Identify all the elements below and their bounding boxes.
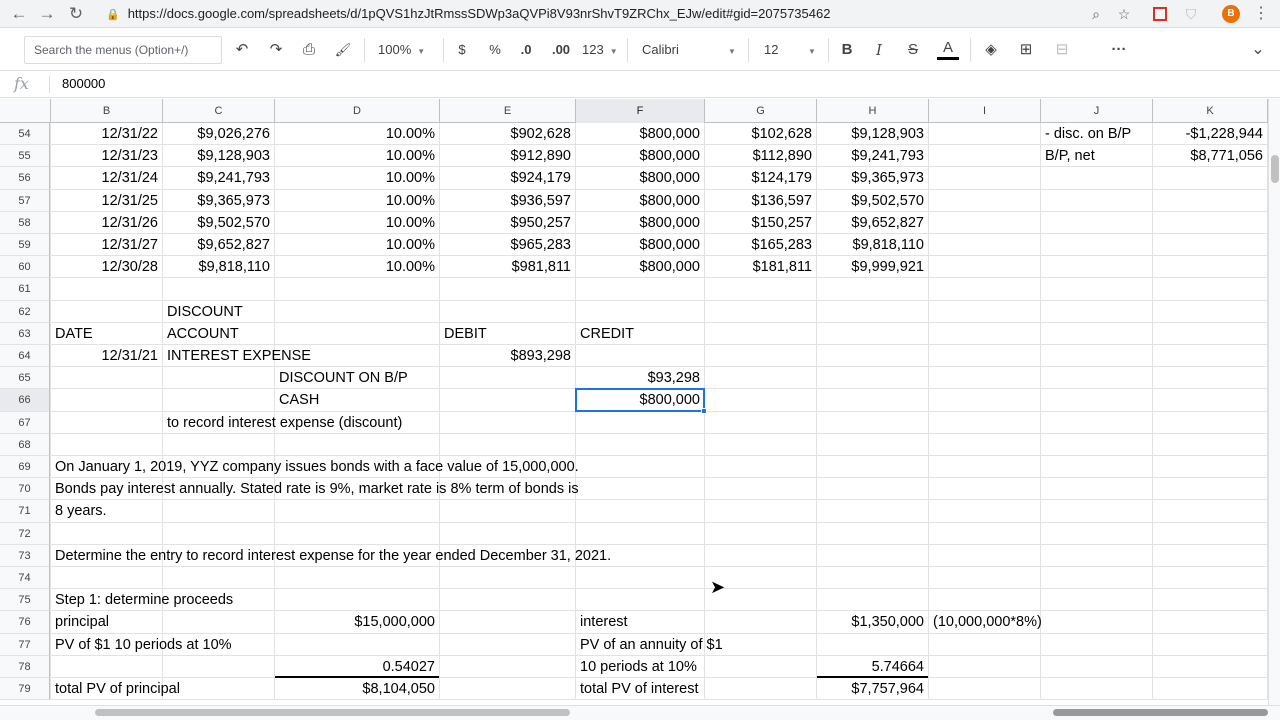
row-header-57[interactable]: 57 (0, 190, 50, 212)
row-header-68[interactable]: 68 (0, 434, 50, 456)
cell-G58[interactable]: $150,257 (751, 214, 812, 231)
row-header-71[interactable]: 71 (0, 500, 50, 522)
percent-format-button[interactable]: % (489, 42, 501, 57)
lock-icon: 🔒 (106, 9, 120, 21)
cell-C60[interactable]: $9,818,110 (198, 259, 270, 276)
bold-button[interactable]: B (841, 41, 853, 58)
paint-format-icon[interactable]: 🖌 (334, 42, 352, 57)
cell-J54[interactable]: - disc. on B/P (1045, 126, 1132, 142)
address-bar[interactable] (100, 2, 1150, 26)
cell-C57[interactable]: $9,365,973 (197, 192, 270, 209)
cell-B56[interactable]: 12/31/24 (101, 170, 158, 187)
url-text: https://docs.google.com/spreadsheets/d/1pQVS1hzJtRmssSDWp3aQVPi8V93nrShvT9ZRChx_EJw/edit#gid=2075735462 (127, 6, 831, 21)
row-header-59[interactable]: 59 (0, 234, 50, 256)
cell-F55[interactable]: $800,000 (639, 148, 700, 165)
cell-C56[interactable]: $9,241,793 (197, 170, 270, 187)
strikethrough-button[interactable]: S (907, 41, 918, 58)
column-header-I[interactable]: I (929, 99, 1041, 123)
italic-button[interactable]: I (876, 41, 882, 59)
print-icon[interactable]: ⎙ (302, 41, 315, 58)
cell-B63[interactable]: DATE (55, 325, 93, 342)
cell-F78[interactable]: 10 periods at 10% (580, 658, 697, 675)
cell-H57[interactable]: $9,502,570 (851, 192, 924, 209)
forward-icon[interactable]: → (38, 4, 56, 23)
cell-B58[interactable]: 12/31/26 (101, 214, 158, 231)
decrease-decimal-button[interactable]: .0 (520, 42, 532, 57)
cell-E55[interactable]: $912,890 (510, 148, 571, 165)
cell-J55[interactable]: B/P, net (1045, 148, 1095, 165)
column-headers (0, 99, 1268, 123)
cell-G57[interactable]: $136,597 (751, 192, 812, 209)
vertical-scrollbar[interactable] (1268, 99, 1280, 705)
column-header-F[interactable]: F (576, 99, 705, 123)
more-formats-label: 123 (582, 42, 604, 57)
row-header-65[interactable]: 65 (0, 367, 50, 389)
formula-input[interactable]: 800000 (62, 76, 106, 91)
fill-color-icon[interactable]: ◈ (985, 41, 997, 58)
cell-B70[interactable]: Bonds pay interest annually. Stated rate is 9%, market rate is 8% term of bonds is (55, 481, 579, 498)
currency-format-button[interactable]: $ (458, 42, 466, 57)
row-header-67[interactable]: 67 (0, 412, 50, 434)
sheets-toolbar (0, 29, 1280, 71)
profile-avatar[interactable]: B (1222, 5, 1240, 23)
cell-E54[interactable]: $902,628 (510, 126, 571, 142)
row-header-79[interactable]: 79 (0, 678, 50, 700)
formula-bar (0, 71, 1280, 98)
mouse-pointer-icon: ➤ (710, 577, 726, 597)
cell-B59[interactable]: 12/31/27 (101, 237, 158, 253)
spreadsheet-grid (0, 99, 1268, 705)
cell-H56[interactable]: $9,365,973 (851, 170, 924, 187)
vertical-scroll-thumb[interactable] (1271, 155, 1279, 183)
sheet-tabs-scroll-thumb[interactable] (1053, 709, 1268, 716)
collapse-toolbar-icon[interactable]: ⌄ (1251, 41, 1265, 58)
cell-B64[interactable]: 12/31/21 (101, 348, 158, 364)
row-header-74[interactable]: 74 (0, 567, 50, 589)
column-header-D[interactable]: D (275, 99, 440, 123)
cell-C59[interactable]: $9,652,827 (197, 237, 270, 253)
back-icon[interactable]: ← (10, 4, 28, 23)
zoom-icon[interactable]: ⌕ (1092, 6, 1100, 22)
cell-F56[interactable]: $800,000 (639, 170, 700, 187)
cell-F59[interactable]: $800,000 (639, 237, 700, 253)
undo-icon[interactable]: ↶ (235, 41, 249, 58)
column-header-B[interactable]: B (51, 99, 163, 123)
cell-D56[interactable]: 10.00% (385, 170, 435, 187)
cell-K54[interactable]: -$1,228,944 (1185, 126, 1263, 142)
cell-E56[interactable]: $924,179 (510, 170, 571, 187)
cell-C64[interactable]: INTEREST EXPENSE (167, 348, 311, 364)
menu-search-input[interactable]: Search the menus (Option+/) (24, 36, 222, 64)
cell-B57[interactable]: 12/31/25 (101, 192, 158, 209)
horizontal-scrollbar[interactable] (0, 705, 1280, 720)
cell-F60[interactable]: $800,000 (639, 259, 700, 276)
increase-decimal-button[interactable]: .00 (551, 42, 571, 57)
cell-G59[interactable]: $165,283 (751, 237, 812, 253)
cell-E60[interactable]: $981,811 (511, 259, 571, 276)
cell-C55[interactable]: $9,128,903 (197, 148, 270, 165)
cell-D57[interactable]: 10.00% (385, 192, 435, 209)
extension-shield-icon[interactable]: ⛉ (1185, 6, 1197, 22)
column-header-C[interactable]: C (163, 99, 275, 123)
cell-D66[interactable]: CASH (279, 392, 320, 409)
more-options-icon[interactable]: ··· (1111, 41, 1127, 58)
cell-F63[interactable]: CREDIT (580, 325, 634, 342)
cell-B60[interactable]: 12/30/28 (101, 259, 158, 276)
row-header-56[interactable]: 56 (0, 167, 50, 189)
column-header-H[interactable]: H (817, 99, 929, 123)
font-size-select[interactable]: 12 ▼ (764, 39, 820, 61)
cell-H55[interactable]: $9,241,793 (851, 148, 924, 165)
horizontal-scroll-thumb[interactable] (95, 709, 570, 716)
cell-G56[interactable]: $124,179 (751, 170, 812, 187)
browser-menu-icon[interactable]: ⋮ (1253, 5, 1269, 22)
row-header-73[interactable]: 73 (0, 545, 50, 567)
cell-B71[interactable]: 8 years. (55, 503, 107, 520)
row-header-78[interactable]: 78 (0, 656, 50, 678)
cell-C54[interactable]: $9,026,276 (197, 126, 270, 142)
cell-H59[interactable]: $9,818,110 (852, 237, 924, 253)
cell-H58[interactable]: $9,652,827 (851, 214, 924, 231)
text-color-button[interactable]: A (937, 39, 959, 60)
column-header-J[interactable]: J (1041, 99, 1153, 123)
row-header-69[interactable]: 69 (0, 456, 50, 478)
cell-D54[interactable]: 10.00% (385, 126, 435, 142)
selected-cell-outline (575, 388, 705, 411)
cell-G54[interactable]: $102,628 (751, 126, 812, 142)
cell-B54[interactable]: 12/31/22 (101, 126, 158, 142)
cell-F77[interactable]: PV of an annuity of $1 (580, 636, 723, 653)
cell-G60[interactable]: $181,811 (752, 259, 812, 276)
row-header-64[interactable]: 64 (0, 345, 50, 367)
cell-D78[interactable]: 0.54027 (275, 656, 439, 678)
cell-D59[interactable]: 10.00% (385, 237, 435, 253)
cell-D55[interactable]: 10.00% (385, 148, 435, 165)
cell-B69[interactable]: On January 1, 2019, YYZ company issues bonds with a face value of 15,000,000. (55, 459, 579, 475)
cell-H78[interactable]: 5.74664 (817, 656, 928, 678)
cell-F66[interactable]: $800,000 (639, 392, 700, 409)
cell-D65[interactable]: DISCOUNT ON B/P (279, 370, 408, 387)
row-header-62[interactable]: 62 (0, 301, 50, 323)
extension-square-icon[interactable] (1153, 7, 1167, 21)
cell-D60[interactable]: 10.00% (385, 259, 435, 276)
cell-B55[interactable]: 12/31/23 (101, 148, 158, 165)
row-header-75[interactable]: 75 (0, 589, 50, 611)
zoom-value: 100% (378, 42, 412, 57)
cell-E59[interactable]: $965,283 (510, 237, 571, 253)
row-header-55[interactable]: 55 (0, 145, 50, 167)
cell-H76[interactable]: $1,350,000 (851, 614, 924, 631)
cell-E63[interactable]: DEBIT (444, 325, 487, 342)
reload-icon[interactable]: ↻ (68, 4, 84, 23)
borders-icon[interactable]: ⊞ (1019, 41, 1033, 58)
cell-E57[interactable]: $936,597 (510, 192, 571, 209)
cell-B76[interactable]: principal (55, 614, 109, 631)
cell-H60[interactable]: $9,999,921 (851, 259, 924, 276)
row-header-58[interactable]: 58 (0, 212, 50, 234)
fx-icon: fx (14, 74, 29, 93)
row-header-60[interactable]: 60 (0, 256, 50, 278)
cell-F57[interactable]: $800,000 (639, 192, 700, 209)
merge-cells-icon[interactable]: ⊟ (1055, 41, 1069, 58)
cell-B75[interactable]: Step 1: determine proceeds (55, 592, 234, 609)
row-header-76[interactable]: 76 (0, 611, 50, 633)
browser-toolbar (0, 0, 1280, 28)
cell-E58[interactable]: $950,257 (510, 214, 571, 231)
cell-B79[interactable]: total PV of principal (55, 681, 180, 697)
column-header-E[interactable]: E (440, 99, 576, 123)
fill-handle[interactable] (701, 408, 707, 414)
font-size-value: 12 (764, 42, 779, 57)
cell-F54[interactable]: $800,000 (639, 126, 700, 142)
cell-F76[interactable]: interest (580, 614, 628, 631)
cell-B73[interactable]: Determine the entry to record interest expense for the year ended December 31, 2021. (55, 547, 612, 564)
column-header-G[interactable]: G (705, 99, 817, 123)
cell-F65[interactable]: $93,298 (647, 370, 700, 387)
cell-H79[interactable]: $7,757,964 (851, 681, 924, 697)
cell-G55[interactable]: $112,890 (752, 148, 812, 165)
font-family-value: Calibri (642, 42, 679, 57)
row-header-72[interactable]: 72 (0, 523, 50, 545)
cell-I76[interactable]: (10,000,000*8%) (933, 614, 1042, 631)
cell-C58[interactable]: $9,502,570 (197, 214, 270, 231)
row-header-63[interactable]: 63 (0, 323, 50, 345)
font-family-select[interactable]: Calibri ▼ (642, 39, 738, 61)
select-all-corner[interactable] (0, 99, 51, 123)
cell-B77[interactable]: PV of $1 10 periods at 10% (55, 636, 232, 653)
cell-F79[interactable]: total PV of interest (580, 681, 699, 697)
row-header-77[interactable]: 77 (0, 634, 50, 656)
cell-C67[interactable]: to record interest expense (discount) (167, 414, 403, 431)
cell-H54[interactable]: $9,128,903 (851, 126, 924, 142)
cell-K55[interactable]: $8,771,056 (1190, 148, 1263, 165)
cell-F58[interactable]: $800,000 (639, 214, 700, 231)
row-header-66[interactable]: 66 (0, 389, 50, 411)
bookmark-star-icon[interactable]: ☆ (1117, 6, 1131, 22)
redo-icon[interactable]: ↷ (269, 41, 283, 58)
cell-D79[interactable]: $8,104,050 (362, 681, 435, 697)
row-header-54[interactable]: 54 (0, 123, 50, 145)
row-header-61[interactable]: 61 (0, 278, 50, 300)
cell-C62[interactable]: DISCOUNT (167, 303, 243, 320)
cell-D76[interactable]: $15,000,000 (354, 614, 435, 631)
row-header-70[interactable]: 70 (0, 478, 50, 500)
more-formats-select[interactable]: 123 ▼ (582, 42, 618, 57)
cell-C63[interactable]: ACCOUNT (167, 325, 239, 342)
zoom-select[interactable]: 100% ▼ (378, 42, 426, 57)
cell-E64[interactable]: $893,298 (510, 348, 571, 364)
column-header-K[interactable]: K (1153, 99, 1268, 123)
cell-D58[interactable]: 10.00% (385, 214, 435, 231)
